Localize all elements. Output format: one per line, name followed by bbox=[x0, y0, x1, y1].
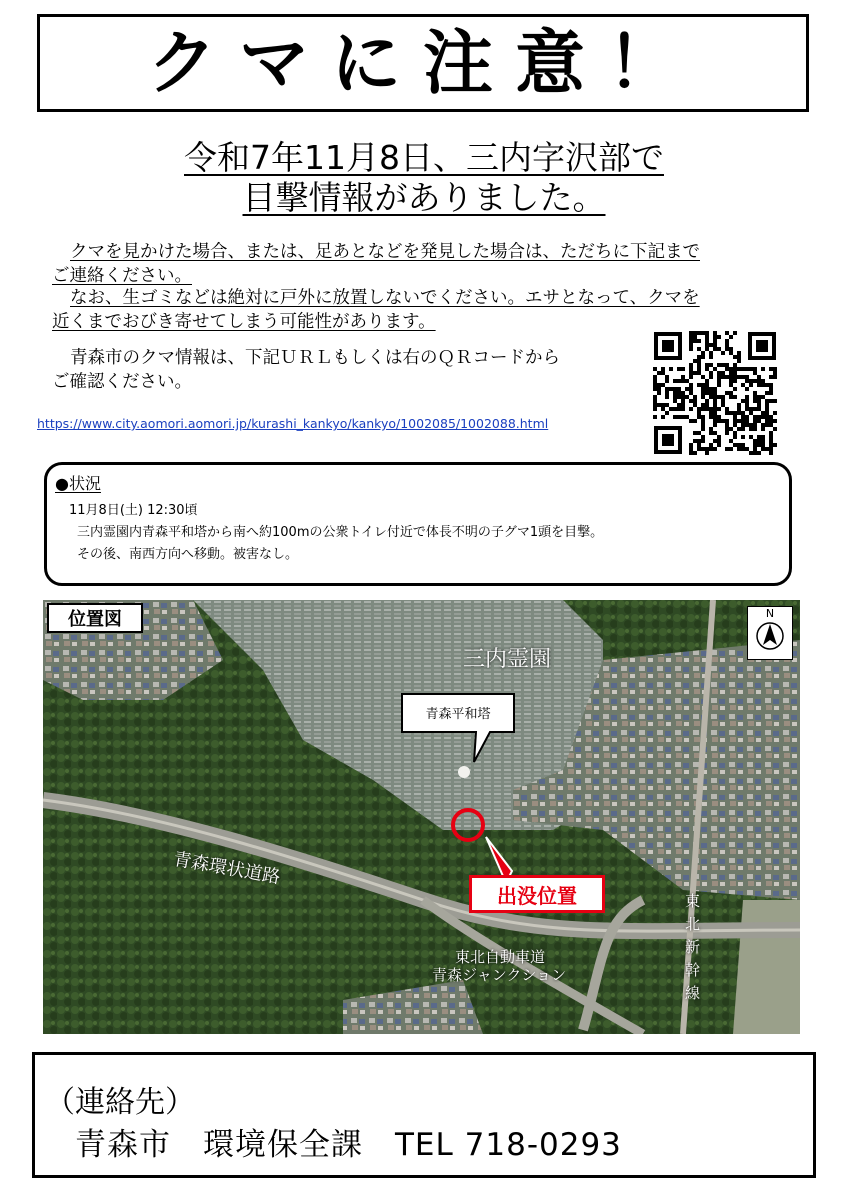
notice-paragraph-2: なお、生ゴミなどは絶対に戸外に放置しないでください。エサとなって、クマを 近くまでおびき寄せてしまう可能性があります。 bbox=[52, 288, 700, 332]
notice-paragraph-3: 青森市のクマ情報は、下記ＵＲＬもしくは右のＱＲコードから ご確認ください。 bbox=[52, 348, 560, 392]
location-map bbox=[43, 600, 800, 1034]
cemetery-label: 三内霊園 bbox=[463, 647, 552, 672]
status-heading: ●状況 bbox=[55, 474, 101, 493]
status-description: 三内霊園内青森平和塔から南へ約100mの公衆トイレ付近で体長不明の子グマ1頭を目撃。 bbox=[77, 525, 604, 540]
contact-panel bbox=[32, 1052, 816, 1178]
contact-label: （連絡先） bbox=[45, 1085, 195, 1120]
notice-paragraph-1: クマを見かけた場合、または、足あとなどを発見した場合は、ただちに下記まで ご連絡ください。 bbox=[52, 242, 700, 286]
junction-label-1: 東北自動車道 bbox=[455, 948, 546, 966]
shinkansen-label: 東北新幹線 bbox=[685, 892, 701, 1002]
info-url-link[interactable]: https://www.city.aomori.aomori.jp/kurashi_kankyo/kankyo/1002085/1002088.html bbox=[37, 416, 549, 431]
north-label: N bbox=[765, 607, 775, 620]
page-title: クマに注意！ bbox=[147, 22, 699, 104]
status-followup: その後、南西方向へ移動。被害なし。 bbox=[77, 547, 299, 562]
north-arrow bbox=[747, 606, 793, 660]
map-label: 位置図 bbox=[68, 609, 122, 630]
headline-line-1: 令和7年11月8日、三内字沢部で bbox=[184, 138, 664, 177]
title-banner bbox=[37, 14, 809, 112]
status-panel bbox=[44, 462, 792, 586]
ring-road-label: 青森環状道路 bbox=[171, 848, 282, 889]
tower-label: 青森平和塔 bbox=[425, 707, 491, 722]
map-label-box bbox=[47, 603, 143, 633]
junction-label-2: 青森ジャンクション bbox=[432, 966, 567, 984]
headline-line-2: 目撃情報がありました。 bbox=[242, 178, 606, 217]
qr-code[interactable] bbox=[650, 328, 780, 458]
compass-icon bbox=[755, 621, 785, 651]
sighting-label-box bbox=[469, 875, 605, 913]
sighting-label: 出没位置 bbox=[497, 883, 577, 908]
status-datetime: 11月8日(土) 12:30頃 bbox=[69, 503, 198, 518]
contact-details: 青森市 環境保全課 TEL 718-0293 bbox=[75, 1127, 622, 1163]
sighting-marker bbox=[448, 805, 518, 885]
